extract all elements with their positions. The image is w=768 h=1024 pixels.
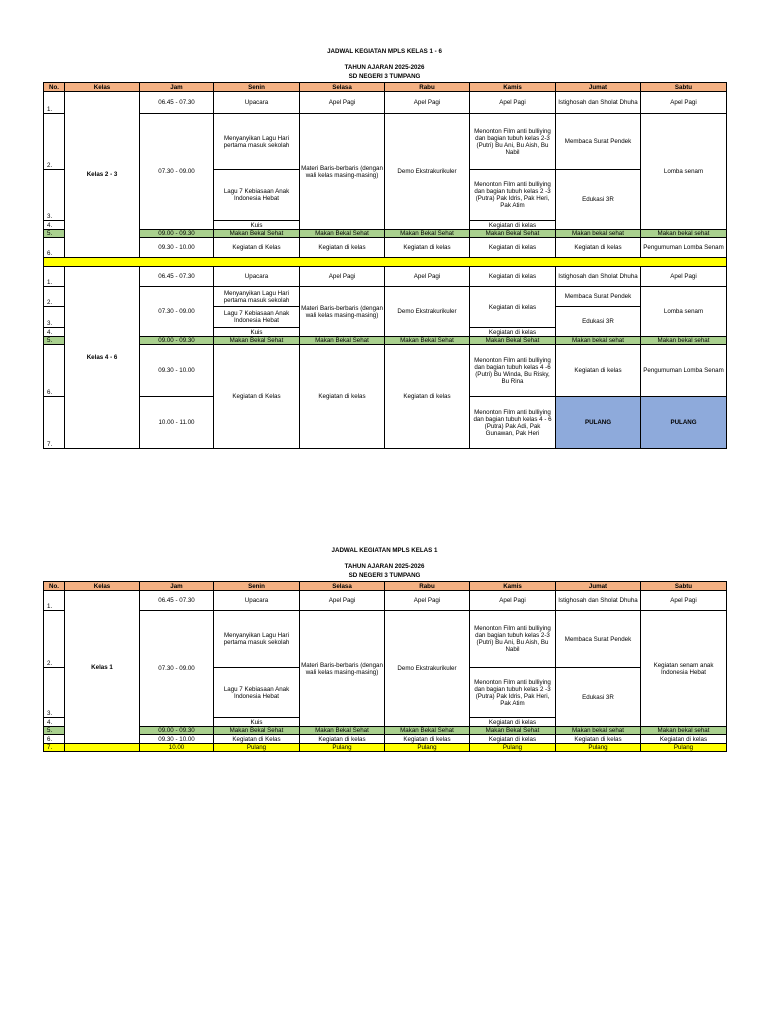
row-number: 4. (44, 221, 65, 230)
senin-cell: Upacara (214, 591, 300, 611)
row-number: 7. (44, 397, 65, 449)
row-number: 2. (44, 611, 65, 668)
jam-cell: 09.30 - 10.00 (140, 735, 214, 744)
header-kamis: Kamis (470, 83, 556, 92)
selasa-cell: Kegiatan di kelas (300, 238, 385, 258)
sabtu-cell: Apel Pagi (641, 267, 727, 287)
kamis-cell: Menonton Film anti bulliying dan bagian tubuh kelas 2 -3 (Putra) Pak Idris, Pak Heri, Pak Atim (470, 668, 556, 718)
rabu-cell: Makan Bekal Sehat (385, 230, 470, 238)
selasa-cell: Apel Pagi (300, 267, 385, 287)
senin-cell: Kuis (214, 221, 300, 230)
header-jam: Jam (140, 83, 214, 92)
rabu-cell: Demo Ekstrakurikuler (385, 287, 470, 337)
row-number: 3. (44, 170, 65, 221)
sabtu-cell: Kegiatan senam anak Indonesia Hebat (641, 611, 727, 727)
kamis-cell: Kegiatan di kelas (470, 267, 556, 287)
row-number: 1. (44, 591, 65, 611)
jam-cell: 07.30 - 09.00 (140, 611, 214, 727)
jam-cell: 10.00 - 11.00 (140, 397, 214, 449)
selasa-cell: Pulang (300, 744, 385, 752)
jumat-cell: Istighosah dan Sholat Dhuha (556, 92, 641, 114)
kamis-cell: Pulang (470, 744, 556, 752)
kelas-cell: Kelas 4 - 6 (65, 267, 140, 449)
senin-cell: Menyanyikan Lagu Hari pertama masuk sekolah (214, 287, 300, 307)
selasa-cell: Kegiatan di kelas (300, 735, 385, 744)
header-jam: Jam (140, 582, 214, 591)
kamis-cell: Kegiatan di kelas (470, 735, 556, 744)
jumat-cell: Makan bekal sehat (556, 337, 641, 345)
senin-cell: Kegiatan di Kelas (214, 735, 300, 744)
jumat-cell: Pulang (556, 744, 641, 752)
jumat-cell: Edukasi 3R (556, 668, 641, 727)
sabtu-cell: Lomba senam (641, 114, 727, 230)
header-senin: Senin (214, 83, 300, 92)
senin-cell: Lagu 7 Kebiasaan Anak Indonesia Hebat (214, 307, 300, 328)
rabu-cell: Demo Ekstrakurikuler (385, 611, 470, 727)
kamis-cell: Makan Bekal Sehat (470, 337, 556, 345)
row-number: 3. (44, 668, 65, 718)
jam-cell: 09.00 - 09.30 (140, 727, 214, 735)
senin-cell: Kegiatan di Kelas (214, 238, 300, 258)
kamis-cell: Kegiatan di kelas (470, 221, 556, 230)
row-number: 6. (44, 238, 65, 258)
senin-cell: Upacara (214, 92, 300, 114)
jumat-cell: Edukasi 3R (556, 170, 641, 230)
sabtu-cell: Lomba senam (641, 287, 727, 337)
sabtu-cell: Pulang (641, 744, 727, 752)
jumat-cell: Makan bekal sehat (556, 230, 641, 238)
senin-cell: Makan Bekal Sehat (214, 727, 300, 735)
header-selasa: Selasa (300, 582, 385, 591)
header-no: No. (44, 83, 65, 92)
row-number: 2. (44, 114, 65, 170)
schedule-sheet-kelas-1-6 (43, 48, 726, 449)
sabtu-cell: Makan bekal sehat (641, 337, 727, 345)
sheet-titles (43, 48, 726, 82)
rabu-cell: Apel Pagi (385, 591, 470, 611)
table-row (44, 345, 727, 397)
sheet-title: JADWAL KEGIATAN MPLS KELAS 1 - 6 (327, 48, 442, 55)
kamis-cell: Kegiatan di kelas (470, 718, 556, 727)
selasa-cell: Makan Bekal Sehat (300, 337, 385, 345)
header-senin: Senin (214, 582, 300, 591)
rabu-cell: Pulang (385, 744, 470, 752)
sheet-titles (43, 547, 726, 581)
kelas-cell-empty (65, 744, 140, 752)
table-row (44, 591, 727, 611)
kelas-cell: Kelas 1 (65, 591, 140, 744)
schedule-table (43, 82, 727, 449)
sabtu-cell: Makan bekal sehat (641, 727, 727, 735)
header-kamis: Kamis (470, 582, 556, 591)
jam-cell: 06.45 - 07.30 (140, 92, 214, 114)
senin-cell: Kuis (214, 328, 300, 337)
sabtu-pulang-cell: PULANG (641, 397, 727, 449)
kamis-cell: Apel Pagi (470, 92, 556, 114)
row-number: 7. (44, 744, 65, 752)
jam-cell: 07.30 - 09.00 (140, 287, 214, 337)
table-row (44, 735, 727, 744)
separator-cell (44, 258, 727, 267)
school-name: SD NEGERI 3 TUMPANG (348, 572, 421, 579)
header-selasa: Selasa (300, 83, 385, 92)
table-row (44, 230, 727, 238)
header-rabu: Rabu (385, 83, 470, 92)
rabu-cell: Kegiatan di kelas (385, 345, 470, 449)
kamis-cell: Menonton Film anti bulliying dan bagian tubuh kelas 2-3 (Putri) Bu Ani, Bu Aish, Bu Nabil (470, 611, 556, 668)
schedule-table (43, 581, 727, 752)
row-number: 6. (44, 735, 65, 744)
separator-row (44, 258, 727, 267)
row-number: 4. (44, 718, 65, 727)
kamis-cell: Menonton Film anti bulliying dan bagian tubuh kelas 2-3 (Putri) Bu Ani, Bu Aish, Bu Nabil (470, 114, 556, 170)
rabu-cell: Kegiatan di kelas (385, 238, 470, 258)
header-jumat: Jumat (556, 582, 641, 591)
header-kelas: Kelas (65, 582, 140, 591)
rabu-cell: Makan Bekal Sehat (385, 337, 470, 345)
row-number: 3. (44, 307, 65, 328)
selasa-cell: Apel Pagi (300, 591, 385, 611)
table-row (44, 744, 727, 752)
kamis-cell: Makan Bekal Sehat (470, 727, 556, 735)
kamis-cell: Apel Pagi (470, 591, 556, 611)
row-number: 5. (44, 727, 65, 735)
senin-cell: Lagu 7 Kebiasaan Anak Indonesia Hebat (214, 668, 300, 718)
jam-cell: 07.30 - 09.00 (140, 114, 214, 230)
rabu-cell: Kegiatan di kelas (385, 735, 470, 744)
jam-cell: 06.45 - 07.30 (140, 591, 214, 611)
jumat-cell: Membaca Surat Pendek (556, 287, 641, 307)
kamis-cell: Makan Bekal Sehat (470, 230, 556, 238)
jumat-cell: Membaca Surat Pendek (556, 114, 641, 170)
rabu-cell: Demo Ekstrakurikuler (385, 114, 470, 230)
header-sabtu: Sabtu (641, 582, 727, 591)
row-number: 5. (44, 230, 65, 238)
school-year: TAHUN AJARAN 2025-2026 (344, 64, 425, 71)
table-row (44, 287, 727, 307)
row-number: 2. (44, 287, 65, 307)
senin-cell: Kuis (214, 718, 300, 727)
senin-cell: Menyanyikan Lagu Hari pertama masuk sekolah (214, 114, 300, 170)
senin-cell: Lagu 7 Kebiasaan Anak Indonesia Hebat (214, 170, 300, 221)
header-rabu: Rabu (385, 582, 470, 591)
row-number: 4. (44, 328, 65, 337)
jumat-cell: Edukasi 3R (556, 307, 641, 337)
sabtu-cell: Makan bekal sehat (641, 230, 727, 238)
school-year: TAHUN AJARAN 2025-2026 (344, 563, 425, 570)
rabu-cell: Apel Pagi (385, 92, 470, 114)
table-row (44, 114, 727, 170)
table-row (44, 611, 727, 668)
selasa-cell: Makan Bekal Sehat (300, 230, 385, 238)
rabu-cell: Makan Bekal Sehat (385, 727, 470, 735)
row-number: 5. (44, 337, 65, 345)
kamis-cell: Menonton Film anti bulliying dan bagian tubuh kelas 2 -3 (Putra) Pak Idris, Pak Heri, Pak Atim (470, 170, 556, 221)
sabtu-cell: Kegiatan di kelas (641, 735, 727, 744)
jumat-cell: Kegiatan di kelas (556, 735, 641, 744)
header-sabtu: Sabtu (641, 83, 727, 92)
sabtu-cell: Pengumuman Lomba Senam (641, 345, 727, 397)
jam-cell: 09.30 - 10.00 (140, 345, 214, 397)
header-jumat: Jumat (556, 83, 641, 92)
table-row (44, 727, 727, 735)
table-header-row (44, 83, 727, 92)
school-name: SD NEGERI 3 TUMPANG (348, 73, 421, 80)
sheet-title: JADWAL KEGIATAN MPLS KELAS 1 (331, 547, 438, 554)
schedule-sheet-kelas-1 (43, 547, 726, 752)
table-row (44, 267, 727, 287)
header-no: No. (44, 582, 65, 591)
jam-cell: 10.00 (140, 744, 214, 752)
jumat-pulang-cell: PULANG (556, 397, 641, 449)
table-header-row (44, 582, 727, 591)
jumat-cell: Kegiatan di kelas (556, 238, 641, 258)
selasa-cell: Makan Bekal Sehat (300, 727, 385, 735)
jam-cell: 09.00 - 09.30 (140, 230, 214, 238)
jam-cell: 06.45 - 07.30 (140, 267, 214, 287)
rabu-cell: Apel Pagi (385, 267, 470, 287)
kamis-cell: Kegiatan di kelas (470, 328, 556, 337)
sabtu-cell: Pengumuman Lomba Senam (641, 238, 727, 258)
jam-cell: 09.30 - 10.00 (140, 238, 214, 258)
jumat-cell: Makan bekal sehat (556, 727, 641, 735)
row-number: 6. (44, 345, 65, 397)
row-number: 1. (44, 92, 65, 114)
selasa-cell: Kegiatan di kelas (300, 345, 385, 449)
senin-cell: Pulang (214, 744, 300, 752)
kamis-cell: Menonton Film anti bulliying dan bagian tubuh kelas 4 -6 (Putri) Bu Winda, Bu Risky, Bu Rina (470, 345, 556, 397)
jam-cell: 09.00 - 09.30 (140, 337, 214, 345)
header-kelas: Kelas (65, 83, 140, 92)
table-row (44, 92, 727, 114)
senin-cell: Makan Bekal Sehat (214, 230, 300, 238)
senin-cell: Menyanyikan Lagu Hari pertama masuk sekolah (214, 611, 300, 668)
sabtu-cell: Apel Pagi (641, 92, 727, 114)
kamis-cell: Menonton Film anti bulliying dan bagian tubuh kelas 4 - 6 (Putra) Pak Adi, Pak Gunawan, Pak Heri (470, 397, 556, 449)
selasa-cell: Materi Baris-berbaris (dengan wali kelas masing-masing) (300, 287, 385, 337)
selasa-cell: Materi Baris-berbaris (dengan wali kelas masing-masing) (300, 114, 385, 230)
jumat-cell: Kegiatan di kelas (556, 345, 641, 397)
jumat-cell: Istighosah dan Sholat Dhuha (556, 267, 641, 287)
table-row (44, 238, 727, 258)
kamis-cell: Kegiatan di kelas (470, 287, 556, 328)
selasa-cell: Apel Pagi (300, 92, 385, 114)
jumat-cell: Istighosah dan Sholat Dhuha (556, 591, 641, 611)
senin-cell: Kegiatan di Kelas (214, 345, 300, 449)
senin-cell: Makan Bekal Sehat (214, 337, 300, 345)
selasa-cell: Materi Baris-berbaris (dengan wali kelas masing-masing) (300, 611, 385, 727)
kamis-cell: Kegiatan di kelas (470, 238, 556, 258)
senin-cell: Upacara (214, 267, 300, 287)
row-number: 1. (44, 267, 65, 287)
jumat-cell: Membaca Surat Pendek (556, 611, 641, 668)
kelas-cell: Kelas 2 - 3 (65, 92, 140, 258)
table-row (44, 337, 727, 345)
sabtu-cell: Apel Pagi (641, 591, 727, 611)
